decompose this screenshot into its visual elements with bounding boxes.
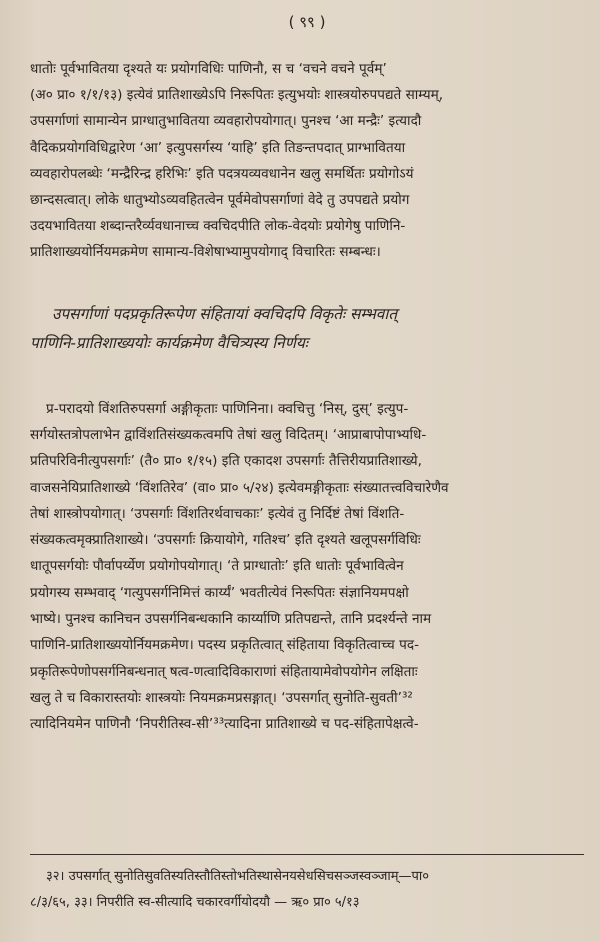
footnote-divider <box>30 854 584 855</box>
text-line: वाजसनेयिप्रातिशाख्ये ‘विंशतिरेव’ (वा० प्रा० ५/२४) इत्येवमङ्गीकृताः संख्यातत्त्वविचारेणैव <box>30 479 449 496</box>
text-line: प्र-परादयो विंशतिरुपसर्गा अङ्गीकृताः पाणिनिना। क्वचित्तु ‘निस्, दुस्’ इत्युप- <box>46 400 409 417</box>
text-line: प्रतिपरिविनीत्युपसर्गाः’ (तै० प्रा० १/१५) इति एकादश उपसर्गाः तैत्तिरीयप्रातिशाख्ये, <box>30 453 422 470</box>
heading-line: उपसर्गाणां पदप्रकृतिरूपेण संहितायां क्वचिदपि विकृतेः सम्भवात् <box>52 304 398 323</box>
footnotes <box>30 864 584 916</box>
text-line: प्रयोगस्य सम्भवाद् ‘गत्युपसर्गनिमित्तं कार्य्यं’ भवतीत्येवं निरूपितः संज्ञानियमपक्षो <box>30 584 409 601</box>
text-line: खलु ते च विकारास्तयोः शास्त्रयोः नियमक्रमप्रसङ्गात्। ‘उपसर्गात् सुनोति-सुवती’³² <box>30 689 413 706</box>
text-line: धातोः पूर्वभावितया दृश्यते यः प्रयोगविधिः पाणिनौ, स च ‘वचने वचने पूर्वम्’ <box>30 61 387 77</box>
footnote-line: ८/३/६५, ३३। निपरीति स्व-सीत्यादि चकारवर्गीयोदयौ — ऋ० प्रा० ५/१३ <box>30 895 360 910</box>
paragraph-2 <box>30 396 584 738</box>
text-line: व्यवहारोपलब्धेः ‘मन्द्रैरिन्द्र हरिभिः’ इति पदत्रयव्यवधानेन खलु समर्थितः प्रयोगोऽयं <box>30 165 414 182</box>
text-line: पाणिनि-प्रातिशाख्ययोर्नियमक्रमेण। पदस्य प्रकृतित्वात् संहिताया विकृतित्वाच्च पद- <box>30 637 419 654</box>
section-heading <box>30 300 584 358</box>
text-line: तेषां शास्त्रोपयोगात्। ‘उपसर्गाः विंशतिरर्थवाचकाः’ इत्येवं तु निर्दिष्टं तेषां विंशति- <box>30 505 405 522</box>
text-line: भाष्ये। पुनश्च कानिचन उपसर्गनिबन्धकानि कार्य्याणि प्रतिपद्यन्ते, तानि प्रदर्श्यन्ते नाम <box>30 611 432 627</box>
text-line: संख्यकत्वमृक्प्रातिशाख्ये। ‘उपसर्गाः क्रियायोगे, गतिश्च’ इति दृश्यते खलूपसर्गविधिः <box>30 532 421 549</box>
text-line: उपसर्गाणां सामान्येन प्राग्धातुभावितया व्यवहारोपयोगात्। पुनश्च ‘आ मन्द्रैः’ इत्यादौ <box>30 113 422 130</box>
text-line: (अ० प्रा० १/१/१३) इत्येवं प्रातिशाख्येऽपि निरूपितः इत्युभयोः शास्त्रयोरुपपद्यते साम्यम्, <box>30 87 444 104</box>
text-line: त्यादिनियमेन पाणिनौ ‘निपरीतिस्व-सी’³³त्यादिना प्रातिशाख्ये च पद-संहितापेक्षत्वे- <box>30 716 419 733</box>
text-line: धातूपसर्गयोः पौर्वापर्य्येण प्रयोगोपयोगात्। ‘ते प्राग्धातोः’ इति धातोः पूर्वभावित्वेन <box>30 558 404 575</box>
text-line: वैदिकप्रयोगविधिद्वारेण ‘आ’ इत्युपसर्गस्य ‘याहि’ इति तिङन्तपदात् प्राग्भावितया <box>30 139 406 156</box>
page-number: ( ९९ ) <box>288 13 326 31</box>
text-line: सर्गयोस्तत्रोपलाभेन द्वाविंशतिसंख्यकत्वमपि तेषां खलु विदितम्। ‘आप्राबापोपाभ्यधि- <box>30 426 427 443</box>
text-line: प्रकृतिरूपेणोपसर्गनिबन्धनात् षत्व-णत्वादिविकाराणां संहितायामेवोपयोगेन लक्षिताः <box>30 663 418 680</box>
text-line: छान्दसत्वात्। लोके धातुभ्योऽव्यवहितत्वेन पूर्वमेवोपसर्गाणां वेदे तु उपपद्यते प्रयोग <box>30 192 410 209</box>
paragraph-1 <box>30 56 584 266</box>
text-line: प्रातिशाख्ययोर्नियमक्रमेण सामान्य-विशेषाभ्यामुपयोगाद् विचारितः सम्बन्धः। <box>30 244 381 261</box>
text-line: उदयभावितया शब्दान्तरैर्व्यवधानाच्च क्वचिदपीति लोक-वेदयोः प्रयोगेषु पाणिनि- <box>30 218 406 235</box>
footnote-line: ३२। उपसर्गात् सुनोतिसुवतिस्यतिस्तौतिस्तोभतिस्थासेनयसेधसिचसञ्जस्वञ्जाम्—पा० <box>46 869 430 884</box>
heading-line: पाणिनि-प्रातिशाख्ययोः कार्यक्रमेण वैचित्र्यस्य निर्णयः <box>30 333 308 352</box>
